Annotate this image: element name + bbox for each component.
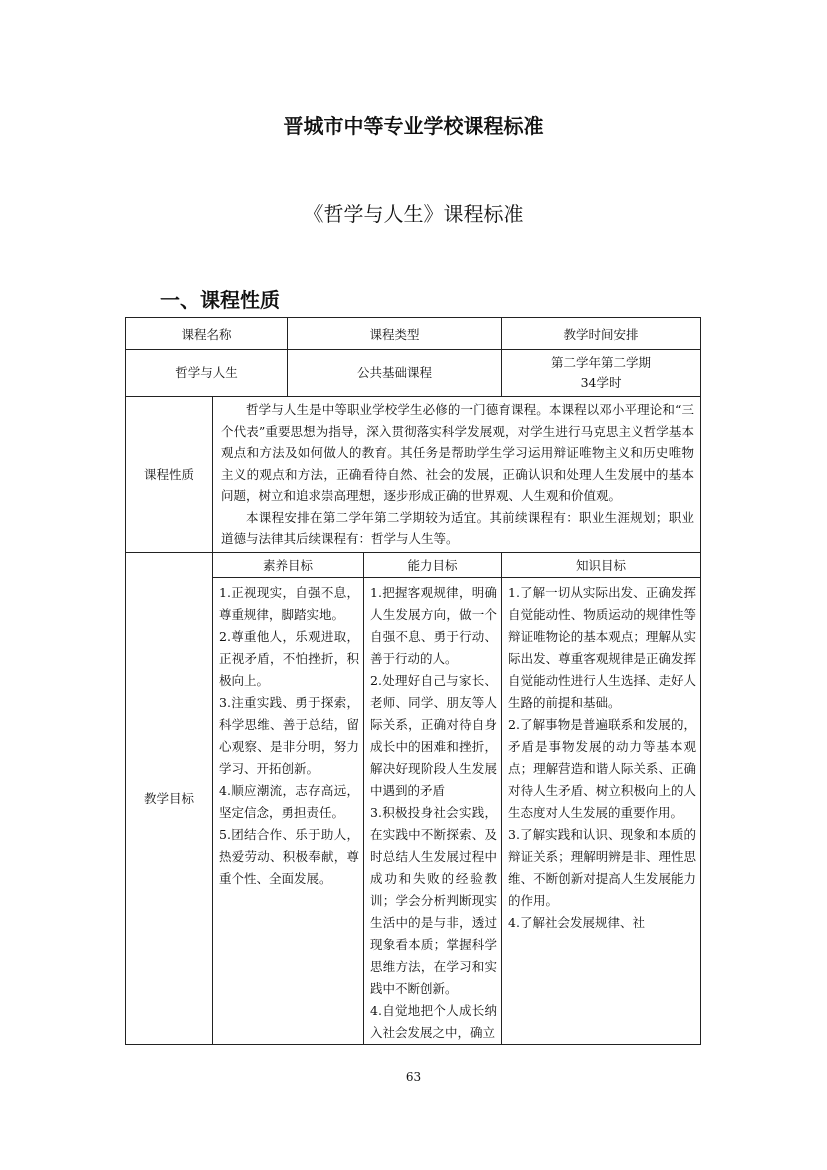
schedule-line2: 34学时 (580, 375, 622, 390)
goal-item: 3.注重实践、勇于探索，科学思维、善于总结，留心观察、是非分明，努力学习、开拓创新。 (219, 694, 360, 776)
school-title: 晋城市中等专业学校课程标准 (283, 114, 544, 138)
schedule-value (502, 350, 701, 397)
knowledge-goals (502, 577, 701, 1044)
course-name-value: 哲学与人生 (126, 350, 288, 397)
nature-label: 课程性质 (126, 397, 213, 553)
goals-label: 教学目标 (126, 552, 213, 1044)
goal-item: 1.把握客观规律，明确人生发展方向，做一个自强不息、勇于行动、善于行动的人。 (370, 584, 498, 666)
goal-item: 4.了解社会发展规律、社 (508, 914, 645, 930)
goal-item: 4.顺应潮流，志存高远，坚定信念，勇担责任。 (219, 782, 360, 820)
header-course-name: 课程名称 (126, 318, 288, 350)
section-title: 一、课程性质 (160, 288, 280, 312)
goal-item: 5.团结合作、乐于助人，热爱劳动、积极奉献，尊重个性、全面发展。 (219, 826, 360, 886)
schedule-line1: 第二学年第二学期 (551, 355, 652, 370)
goal-item: 3.积极投身社会实践，在实践中不断探索、及时总结人生发展过程中成功和失败的经验教训；学会分析判断现实生活中的是与非，透过现象看本质；掌握科学思维方法，在学习和实践中不断创新。 (370, 804, 498, 996)
goal-item: 4.自觉地把个人成长纳入社会发展之中，确立 (370, 1002, 498, 1040)
goal-item: 1.了解一切从实际出发、正确发挥自觉能动性、物质运动的规律性等辩证唯物论的基本观点；理解从实际出发、尊重客观规律是正确发挥自觉能动性进行人生选择、走好人生路的前提和基础。 (508, 584, 697, 710)
nature-paragraph: 本课程安排在第二学年第二学期较为适宜。其前续课程有：职业生涯规划；职业道德与法律其后续课程有：哲学与人生等。 (221, 509, 695, 546)
ability-goals (364, 577, 502, 1044)
goal-item: 2.了解事物是普遍联系和发展的，矛盾是事物发展的动力等基本观点；理解营造和谐人际关系、正确对待人生矛盾、树立积极向上的人生态度对人生发展的重要作用。 (508, 716, 697, 820)
header-schedule: 教学时间安排 (502, 318, 701, 350)
goal-item: 3.了解实践和认识、现象和本质的辩证关系；理解明辨是非、理性思维、不断创新对提高人生发展能力的作用。 (508, 826, 697, 908)
course-type-value: 公共基础课程 (288, 350, 502, 397)
goal-item: 2.尊重他人，乐观进取，正视矛盾，不怕挫折，积极向上。 (219, 628, 360, 688)
course-table (125, 317, 701, 1045)
goal-header-knowledge: 知识目标 (502, 552, 701, 577)
course-title: 《哲学与人生》课程标准 (303, 202, 524, 226)
nature-content (213, 397, 701, 553)
page-number: 63 (405, 1070, 422, 1084)
goal-header-quality: 素养目标 (213, 552, 364, 577)
goal-item: 1.正视现实，自强不息，尊重规律，脚踏实地。 (219, 584, 360, 622)
nature-paragraph: 哲学与人生是中等职业学校学生必修的一门德育课程。本课程以邓小平理论和“三个代表”重要思想为指导，深入贯彻落实科学发展观，对学生进行马克思主义哲学基本观点和方法及如何做人的教育。其任务是帮助学生学习运用辩证唯物主义和历史唯物主义的观点和方法，正确看待自然、社会的发展，正确认识和处理人生发展中的基本问题，树立和追求崇高理想，逐步形成正确的世界观、人生观和价值观。 (221, 402, 695, 503)
goal-header-ability: 能力目标 (364, 552, 502, 577)
quality-goals (213, 577, 364, 1044)
goal-item: 2.处理好自己与家长、老师、同学、朋友等人际关系，正确对待自身成长中的困难和挫折，解决好现阶段人生发展中遇到的矛盾 (370, 672, 498, 798)
header-course-type: 课程类型 (288, 318, 502, 350)
